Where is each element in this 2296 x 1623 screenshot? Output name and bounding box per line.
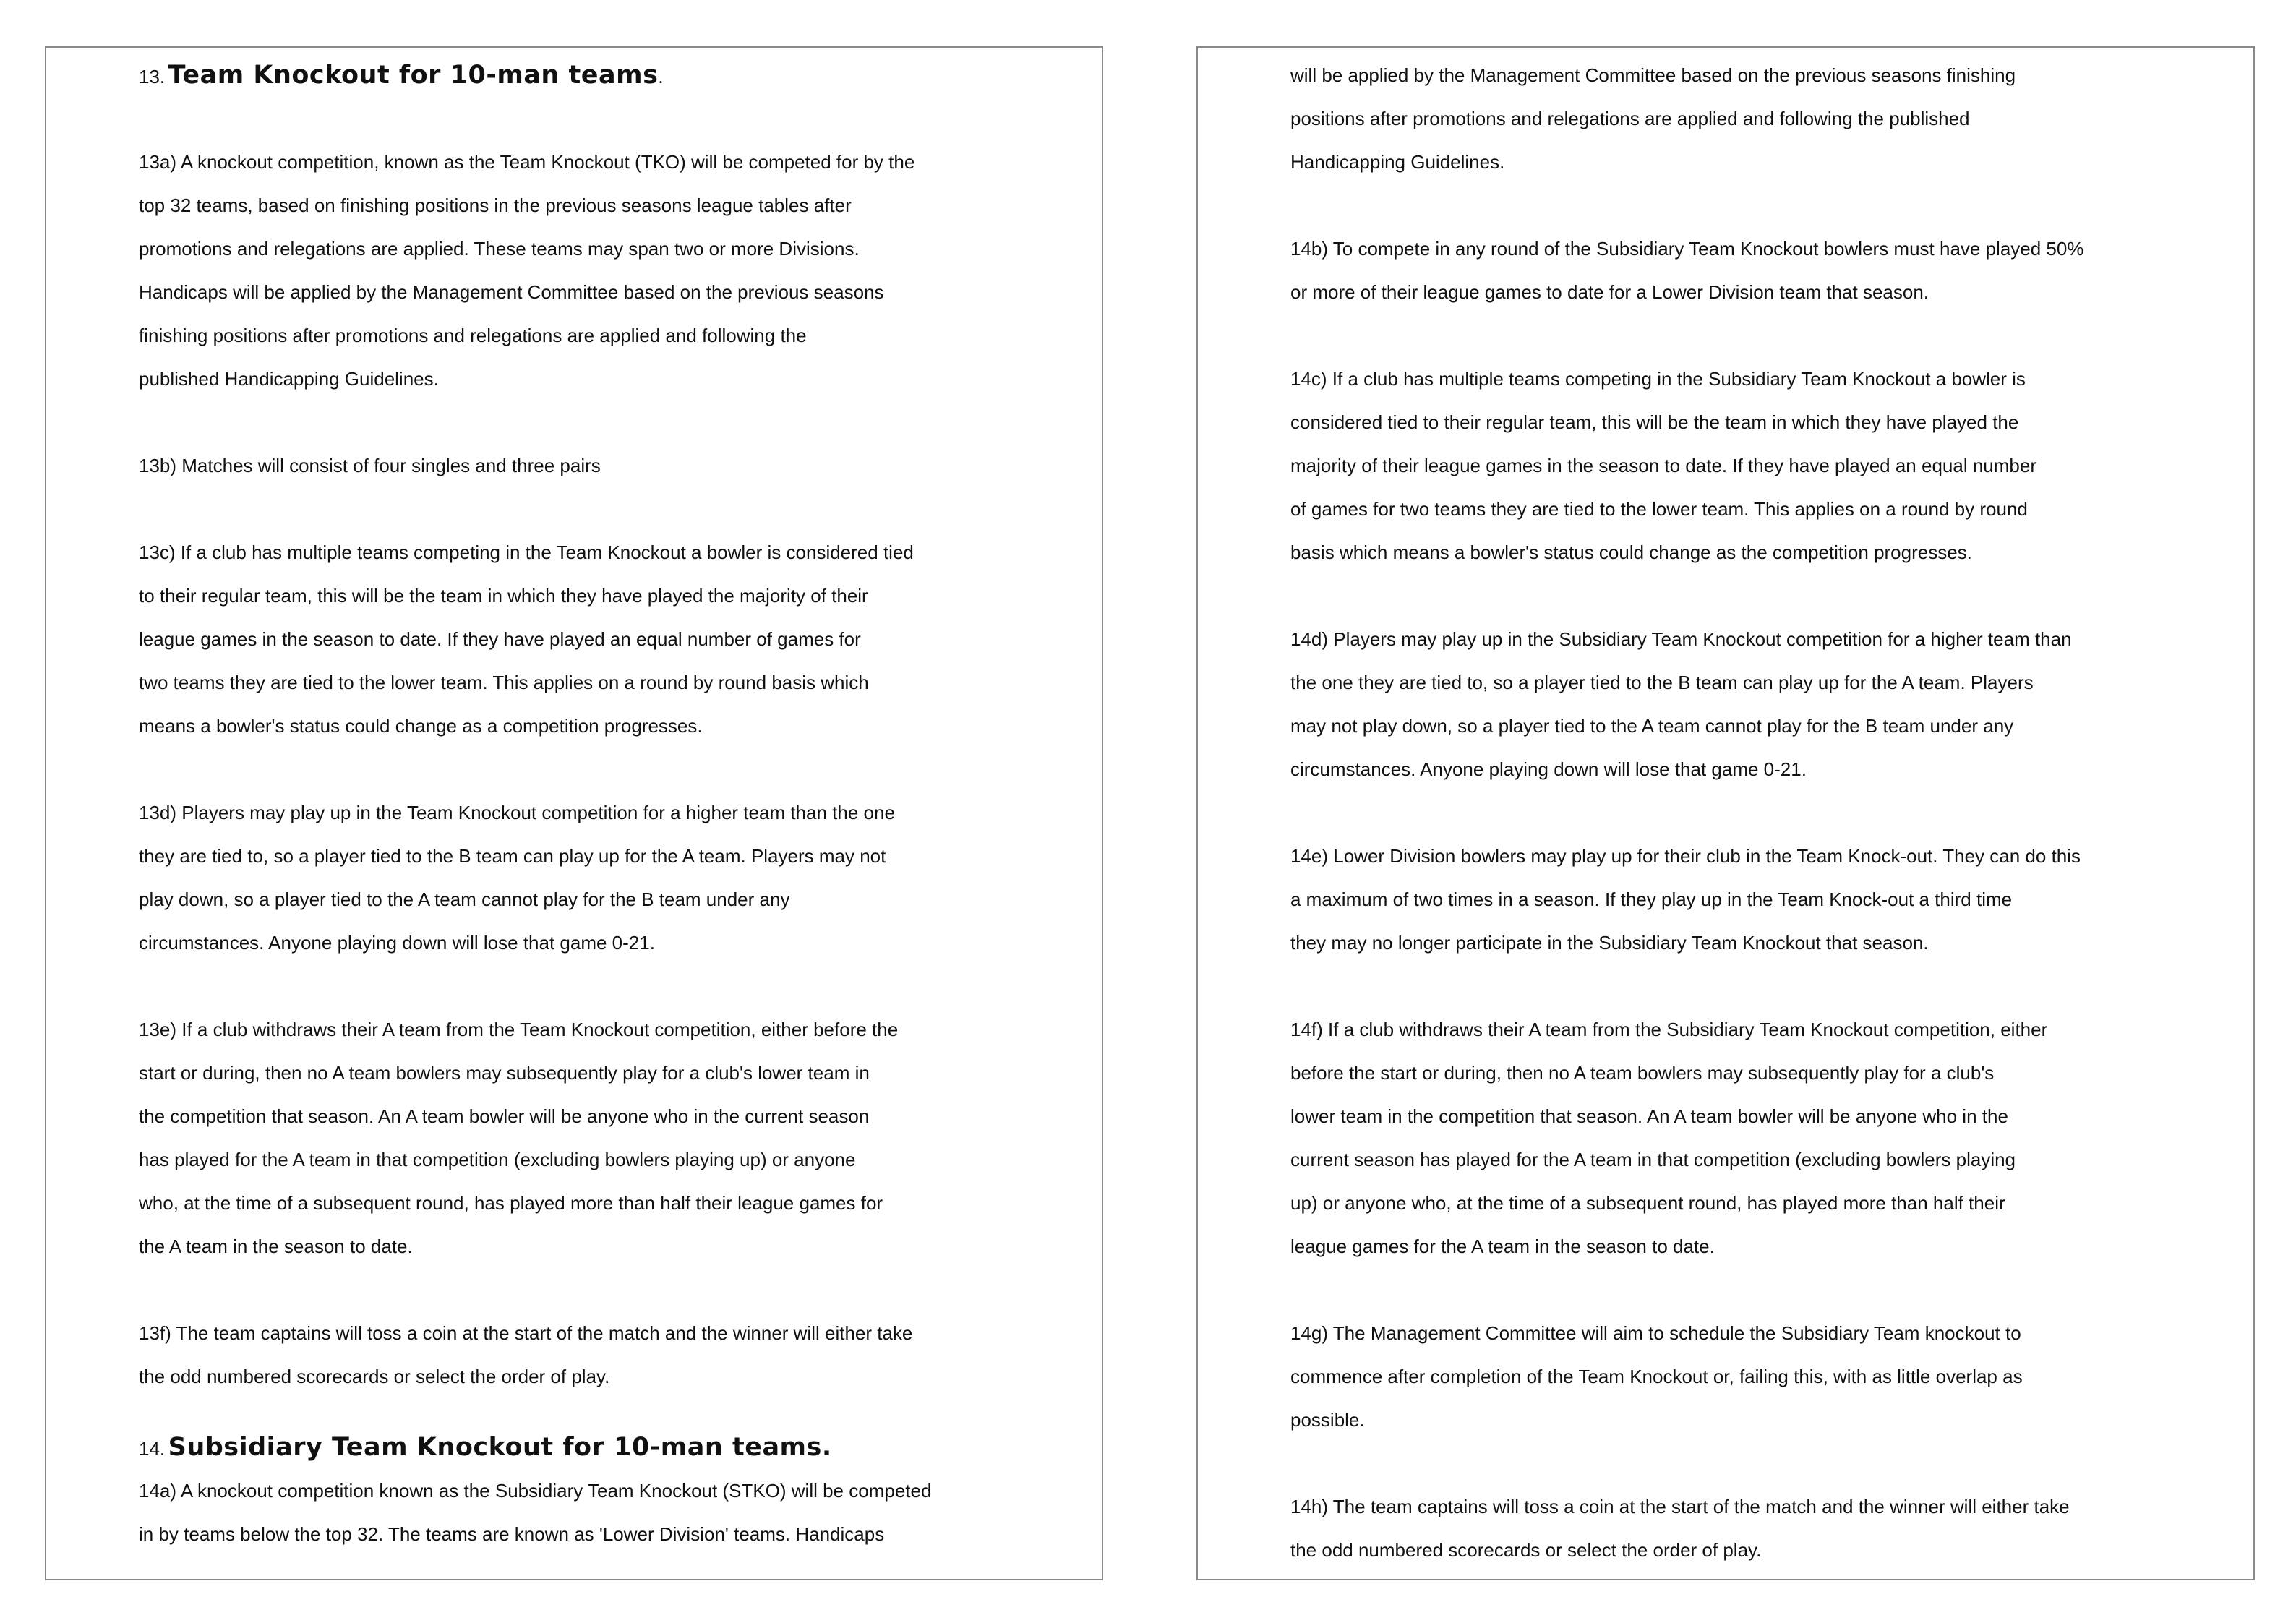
paragraph-14h [1290,1485,2180,1572]
paragraph-line: Handicaps will be applied by the Management Committee based on the previous seasons [139,281,884,303]
paragraph-14f [1290,1008,2180,1268]
paragraph-line: they are tied to, so a player tied to the B team can play up for the A team. Players may not [139,845,886,867]
paragraph-line: 14g) The Management Committee will aim to schedule the Subsidiary Team knockout to [1290,1322,2021,1344]
spacer [139,487,1028,531]
paragraph-13a [139,140,1028,401]
paragraph-line: or more of their league games to date for a Lower Division team that season. [1290,281,1929,303]
paragraph-line: lower team in the competition that season. An A team bowler will be anyone who in the [1290,1105,2008,1127]
paragraph-14c [1290,357,2180,574]
spacer [139,748,1028,791]
spacer [139,1268,1028,1311]
spacer [1290,1268,2180,1311]
paragraph-13e [139,1008,1028,1268]
spacer [1290,791,2180,834]
paragraph-14a [139,1469,1028,1556]
paragraph-line: of games for two teams they are tied to the lower team. This applies on a round by round [1290,498,2028,520]
left-page-content [139,53,1028,1556]
section-14-number: 14. [139,1438,166,1460]
paragraph-13d [139,791,1028,964]
paragraph-line: to their regular team, this will be the team in which they have played the majority of their [139,585,868,607]
paragraph-line: 13e) If a club withdraws their A team from the Team Knockout competition, either before the [139,1019,899,1040]
paragraph-line: basis which means a bowler's status could change as the competition progresses. [1290,541,1972,563]
paragraph-line: means a bowler's status could change as a competition progresses. [139,715,703,737]
paragraph-line: Handicapping Guidelines. [1290,151,1505,173]
paragraph-line: 14b) To compete in any round of the Subsidiary Team Knockout bowlers must have played 50% [1290,238,2084,260]
paragraph-14a-continued [1290,53,2180,184]
paragraph-line: the one they are tied to, so a player tied to the B team can play up for the A team. Players [1290,672,2034,693]
paragraph-line: considered tied to their regular team, this will be the team in which they have played the [1290,411,2019,433]
paragraph-line: circumstances. Anyone playing down will lose that game 0-21. [1290,758,1807,780]
spacer [139,401,1028,444]
paragraph-line: 13a) A knockout competition, known as the Team Knockout (TKO) will be competed for by the [139,151,915,173]
paragraph-line: 13b) Matches will consist of four singles and three pairs [139,455,601,476]
paragraph-line: league games in the season to date. If they have played an equal number of games for [139,628,861,650]
paragraph-line: the odd numbered scorecards or select the order of play. [139,1366,610,1387]
paragraph-line: circumstances. Anyone playing down will lose that game 0-21. [139,932,655,954]
paragraph-line: play down, so a player tied to the A team cannot play for the B team under any [139,888,790,910]
spacer [1290,1442,2180,1485]
paragraph-line: two teams they are tied to the lower team. This applies on a round by round basis which [139,672,869,693]
paragraph-line: 14f) If a club withdraws their A team from the Subsidiary Team Knockout competition, either [1290,1019,2048,1040]
paragraph-line: published Handicapping Guidelines. [139,368,439,390]
paragraph-line: 14h) The team captains will toss a coin at the start of the match and the winner will either take [1290,1496,2070,1517]
spacer [139,97,1028,140]
paragraph-line: positions after promotions and relegations are applied and following the published [1290,108,1970,129]
paragraph-line: league games for the A team in the season to date. [1290,1236,1715,1257]
paragraph-line: a maximum of two times in a season. If they play up in the Team Knock-out a third time [1290,888,2013,910]
paragraph-13c [139,531,1028,748]
paragraph-13b [139,444,1028,487]
paragraph-14d [1290,617,2180,791]
section-14-title: Subsidiary Team Knockout for 10-man teams. [168,1433,832,1462]
paragraph-line: the A team in the season to date. [139,1236,413,1257]
spacer [1290,314,2180,357]
paragraph-14e [1290,834,2180,964]
paragraph-line: who, at the time of a subsequent round, has played more than half their league games for [139,1192,883,1214]
paragraph-line: has played for the A team in that competition (excluding bowlers playing up) or anyone [139,1149,856,1170]
spacer [139,1420,1028,1426]
paragraph-line: 14e) Lower Division bowlers may play up for their club in the Team Knock-out. They can do this [1290,845,2081,867]
spacer [1290,964,2180,1008]
spacer [1290,574,2180,617]
paragraph-line: 13c) If a club has multiple teams competing in the Team Knockout a bowler is considered tied [139,541,914,563]
paragraph-line: top 32 teams, based on finishing positions in the previous seasons league tables after [139,194,852,216]
spacer [1290,184,2180,227]
paragraph-line: up) or anyone who, at the time of a subsequent round, has played more than half their [1290,1192,2005,1214]
paragraph-line: before the start or during, then no A team bowlers may subsequently play for a club's [1290,1062,1995,1084]
paragraph-line: possible. [1290,1409,1365,1431]
paragraph-line: 14a) A knockout competition known as the Subsidiary Team Knockout (STKO) will be competed [139,1480,932,1502]
paragraph-line: commence after completion of the Team Knockout or, failing this, with as little overlap as [1290,1366,2023,1387]
paragraph-line: in by teams below the top 32. The teams are known as 'Lower Division' teams. Handicaps [139,1523,885,1545]
paragraph-14b [1290,227,2180,314]
paragraph-line: 14d) Players may play up in the Subsidiary Team Knockout competition for a higher team than [1290,628,2072,650]
section-13-title: Team Knockout for 10-man teams [168,61,659,90]
paragraph-14g [1290,1311,2180,1442]
spacer [139,1398,1028,1420]
right-page-content [1290,53,2180,1572]
paragraph-line: will be applied by the Management Committee based on the previous seasons finishing [1290,64,2016,86]
section-14-heading [139,1426,1028,1469]
paragraph-line: may not play down, so a player tied to the A team cannot play for the B team under any [1290,715,2014,737]
right-page [1196,46,2255,1580]
section-13-number: 13. [139,66,166,87]
paragraph-line: the competition that season. An A team bowler will be anyone who in the current season [139,1105,870,1127]
paragraph-line: start or during, then no A team bowlers may subsequently play for a club's lower team in [139,1062,870,1084]
spacer [139,964,1028,1008]
left-page [45,46,1103,1580]
section-13-heading [139,53,1028,97]
paragraph-line: 13f) The team captains will toss a coin at the start of the match and the winner will either take [139,1322,913,1344]
paragraph-line: 14c) If a club has multiple teams competing in the Subsidiary Team Knockout a bowler is [1290,368,2026,390]
paragraph-line: majority of their league games in the season to date. If they have played an equal number [1290,455,2036,476]
paragraph-line: 13d) Players may play up in the Team Knockout competition for a higher team than the one [139,802,895,823]
paragraph-line: they may no longer participate in the Subsidiary Team Knockout that season. [1290,932,1929,954]
paragraph-13f [139,1311,1028,1398]
paragraph-line: finishing positions after promotions and relegations are applied and following the [139,325,807,346]
paragraph-line: current season has played for the A team in that competition (excluding bowlers playing [1290,1149,2016,1170]
paragraph-line: the odd numbered scorecards or select the order of play. [1290,1539,1762,1561]
section-13-title-period: . [658,66,664,87]
paragraph-line: promotions and relegations are applied. These teams may span two or more Divisions. [139,238,860,260]
